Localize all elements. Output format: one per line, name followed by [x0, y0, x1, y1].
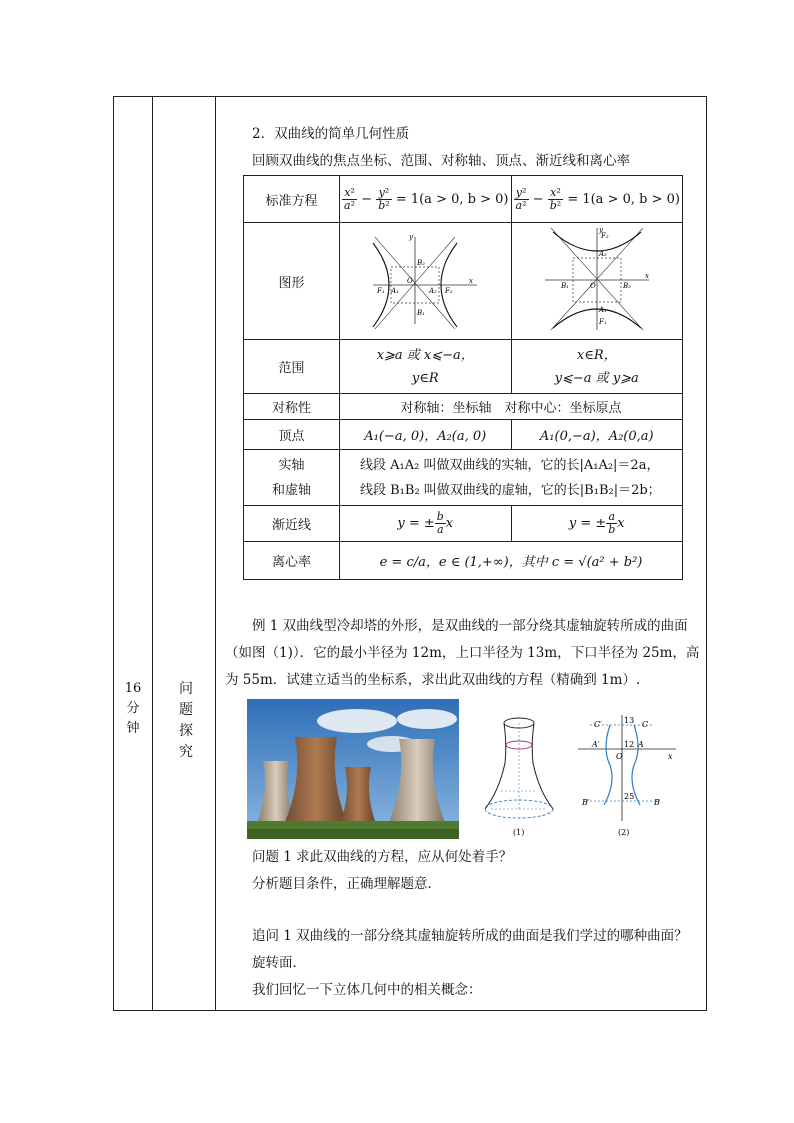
answer-line: 旋转面．: [252, 955, 306, 971]
svg-text:y: y: [409, 233, 414, 241]
svg-text:C′: C′: [594, 720, 602, 729]
lesson-table: [113, 96, 707, 1011]
svg-text:(1): (1): [513, 828, 525, 837]
column-divider: [152, 97, 153, 1010]
svg-text:25: 25: [624, 792, 635, 801]
table-row: 顶点 A₁(−a, 0)，A₂(a, 0) A₁(0,−a)，A₂(0,a): [244, 420, 683, 450]
question-line: 我们回忆一下立体几何中的相关概念：: [252, 982, 482, 998]
svg-text:C: C: [642, 720, 649, 729]
svg-text:A₂: A₂: [429, 287, 438, 295]
example-line: 为 55m．试建立适当的坐标系，求出此双曲线的方程（精确到 1m）.: [225, 672, 641, 688]
coordinate-diagram: [572, 713, 682, 841]
column-divider: [215, 97, 216, 1010]
svg-text:y: y: [598, 226, 603, 234]
svg-text:(2): (2): [618, 828, 630, 837]
graph-horizontal: [340, 223, 512, 340]
svg-text:B′: B′: [582, 798, 590, 807]
svg-text:x: x: [668, 752, 673, 761]
table-row: 实轴 和虚轴 线段 A₁A₂ 叫做双曲线的实轴，它的长|A₁A₂|＝2a， 线段 B₁B₂ 叫做双曲线的虚轴，它的长|B₁B₂|＝2b；: [244, 450, 683, 506]
answer-line: 分析题目条件，正确理解题意．: [252, 876, 441, 892]
svg-text:x: x: [469, 277, 474, 285]
example-line: 例 1 双曲线型冷却塔的外形，是双曲线的一部分绕其虚轴旋转所成的曲面: [252, 618, 688, 634]
svg-text:A′: A′: [592, 740, 600, 749]
section-title: 2．双曲线的简单几何性质: [252, 126, 410, 142]
question-line: 问题 1 求此双曲线的方程，应从何处着手？: [252, 849, 513, 865]
asymptote-y: y = ± $\frac{a}{b}$ x: [511, 506, 683, 542]
svg-text:O: O: [589, 282, 596, 290]
property-table: [243, 175, 683, 580]
cooling-tower-photo: [247, 699, 459, 839]
svg-text:O: O: [616, 752, 623, 761]
svg-text:B₁: B₁: [560, 282, 569, 290]
svg-text:A₁: A₁: [598, 306, 607, 314]
example-line: （如图（1)）．它的最小半径为 12m，上口半径为 13m，下口半径为 25m，高: [225, 645, 700, 661]
hyperbola-x-diagram: [365, 229, 485, 329]
svg-text:F₂: F₂: [445, 287, 453, 295]
table-row: 图形 B₂ B₁ O F₁ A₁ A₂ F₂ x y F₂ A₂ O B₁ B₂ A₁ F₁ x y: [244, 223, 683, 340]
graph-vertical: [511, 223, 683, 340]
svg-text:O: O: [407, 277, 413, 285]
time-cell: 16 分 钟: [124, 681, 142, 736]
svg-text:F₂: F₂: [600, 232, 609, 240]
cooling-tower-sketch: [479, 713, 559, 841]
svg-text:B₂: B₂: [622, 282, 631, 290]
svg-text:A₂: A₂: [598, 250, 607, 258]
svg-text:x: x: [644, 272, 649, 280]
asymptote-x: y = ± $\frac{b}{a}$ x: [340, 506, 512, 542]
review-line: 回顾双曲线的焦点坐标、范围、对称轴、顶点、渐近线和离心率: [252, 153, 630, 169]
svg-text:13: 13: [624, 716, 635, 725]
svg-text:F₁: F₁: [377, 287, 385, 295]
svg-text:B₁: B₁: [417, 309, 426, 317]
content-cell: [217, 97, 706, 1010]
question-line: 追问 1 双曲线的一部分绕其虚轴旋转所成的曲面是我们学过的哪种曲面？: [252, 928, 688, 944]
equation-y: $\frac{\text{y²}}{\text{a²}}$ − $\frac{\text{x²}}{\text{b²}}$ = 1(a > 0, b > 0): [511, 176, 683, 223]
equation-x: $\frac{\text{x²}}{\text{a²}}$ − $\frac{\text{y²}}{\text{b²}}$ = 1(a > 0, b > 0): [340, 176, 512, 223]
svg-text:B₂: B₂: [417, 259, 426, 267]
svg-text:A₁: A₁: [391, 287, 400, 295]
svg-text:B: B: [654, 798, 660, 807]
table-row: 标准方程 $\frac{\text{x²}}{\text{a²}}$ − $\frac{\text{y²}}{\text{b²}}$ = 1(a > 0, b > 0) $\frac{\text{y²}}{\text{a²}}$ − $\frac{\text{x²}}{\text{b²}}$ = 1(a > 0, b > 0): [244, 176, 683, 223]
phase-cell: 问 题 探 究: [179, 681, 193, 760]
svg-text:F₁: F₁: [598, 318, 607, 326]
table-row: 渐近线 y = ± $\frac{b}{a}$ x y = ± $\frac{a}{b}$ x: [244, 506, 683, 542]
table-row: 离心率 e = c/a，e ∈ (1,+∞)，其中 c = √(a² + b²): [244, 542, 683, 580]
svg-text:A: A: [638, 740, 644, 749]
table-row: 对称性 对称轴：坐标轴 对称中心：坐标原点: [244, 394, 683, 420]
hyperbola-y-diagram: [537, 224, 657, 334]
svg-text:12: 12: [624, 740, 635, 749]
table-row: 范围 x⩾a 或 x⩽−a， y∈R x∈R， y⩽−a 或 y⩾a: [244, 340, 683, 394]
